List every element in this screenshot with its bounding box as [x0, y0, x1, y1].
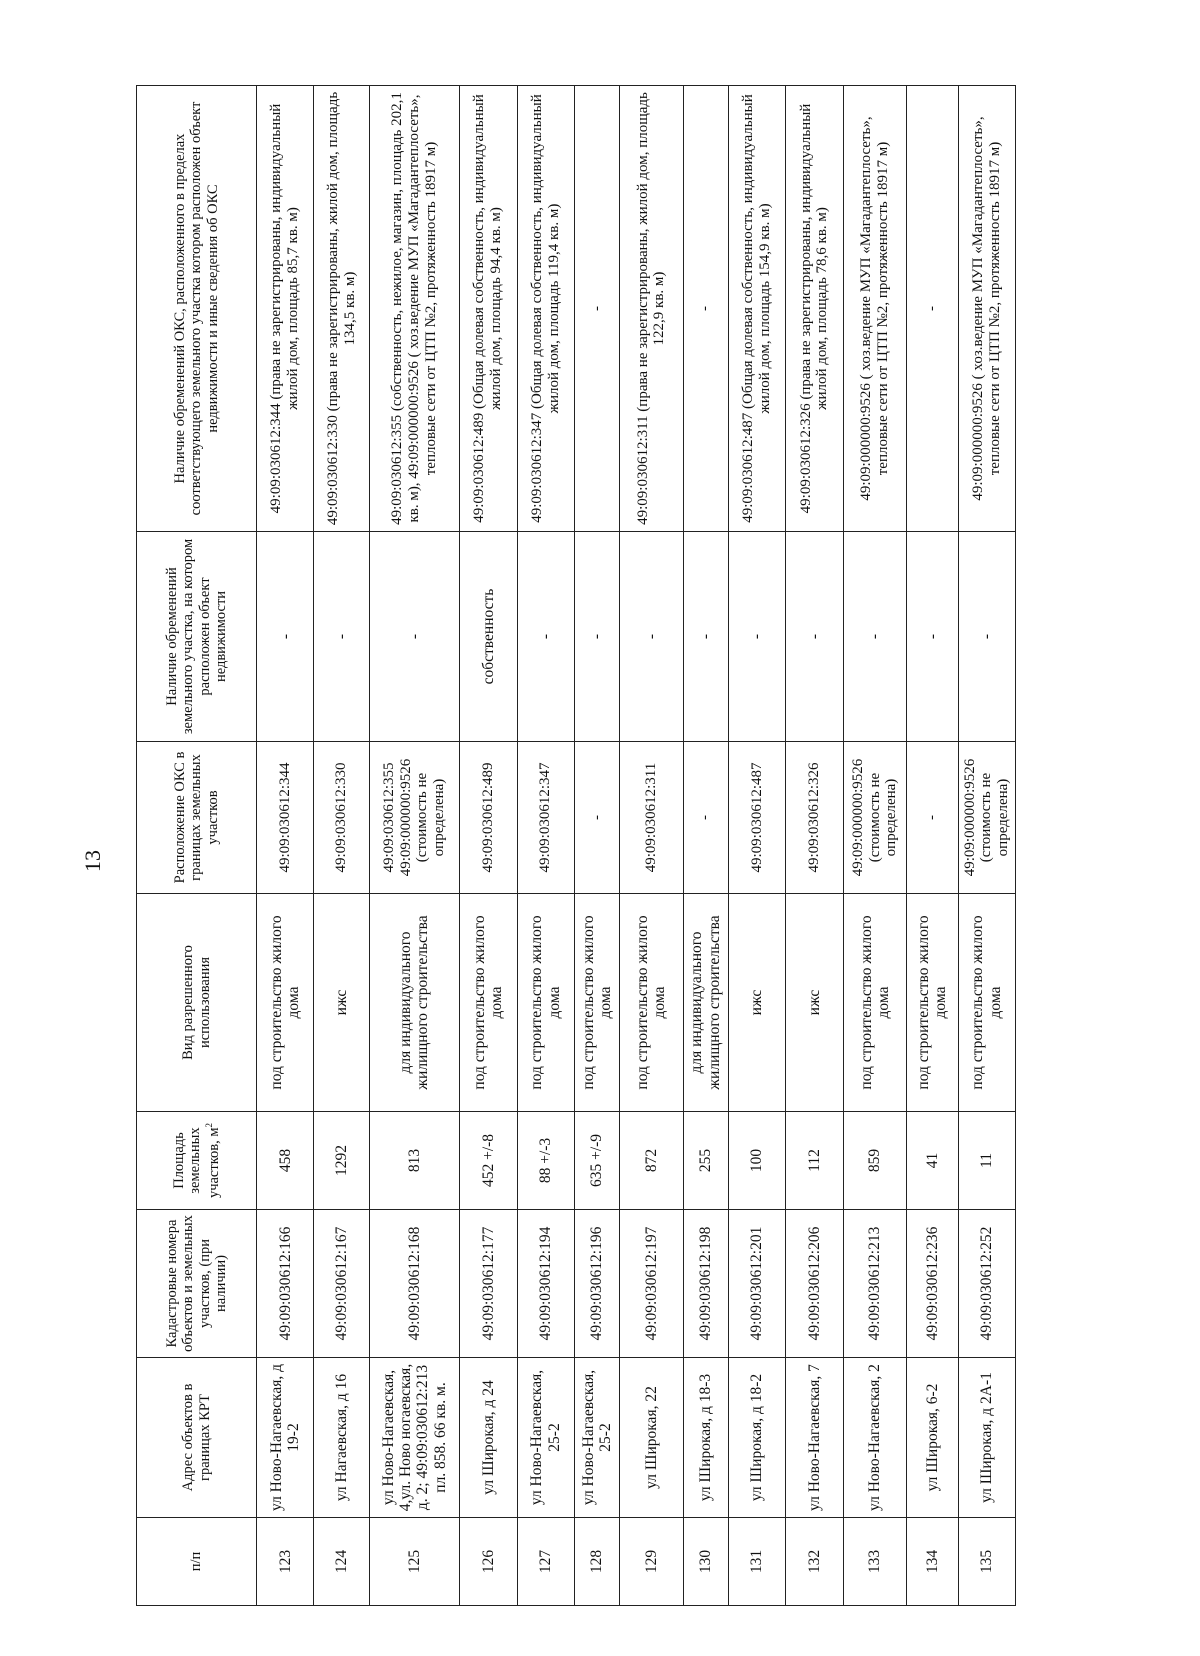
cell-cadastral: 49:09:030612:168: [369, 1210, 459, 1358]
table-row: [683, 86, 728, 1606]
cell-usage: для индивидуального жилищного строительства: [683, 894, 728, 1112]
cell-oks-encumbrance: 49:09:030612:330 (права не зарегистрированы, жилой дом, площадь 134,5 кв. м): [314, 86, 369, 532]
table-row: [460, 86, 517, 1606]
cell-cadastral: 49:09:030612:196: [574, 1210, 619, 1358]
cell-oks-location: -: [907, 742, 958, 894]
cell-oks-location: 49:09:030612:330: [314, 742, 369, 894]
cell-oks-location: 49:09:030612:355 49:09:000000:9526 (стоимость не определена): [369, 742, 459, 894]
header-land-encumbrance: Наличие обременений земельного участка, на котором расположен объект недвижимости: [137, 532, 257, 742]
cell-num: 128: [574, 1518, 619, 1606]
cell-land-encumbrance: -: [517, 532, 574, 742]
cell-cadastral: 49:09:030612:167: [314, 1210, 369, 1358]
header-area: [137, 1112, 257, 1210]
cell-oks-encumbrance: 49:09:030612:355 (собственность, нежилое, магазин, площадь 202,1 кв. м), 49:09:000000:9526 ( хоз.ведение МУП «Магадантеплосеть», тепловые сети от ЦТП №2, протяженность 18917 м): [369, 86, 459, 532]
cell-area: 859: [843, 1112, 907, 1210]
cell-land-encumbrance: -: [907, 532, 958, 742]
cell-address: ул Ново-Нагаевская, 25-2: [574, 1358, 619, 1518]
header-address: Адрес объектов в границах КРТ: [137, 1358, 257, 1518]
cell-oks-location: 49:09:000000:9526 (стоимость не определена): [843, 742, 907, 894]
cell-area: 100: [728, 1112, 785, 1210]
cell-cadastral: 49:09:030612:252: [958, 1210, 1016, 1358]
cell-oks-encumbrance: -: [574, 86, 619, 532]
cell-usage: под строительство жилого дома: [907, 894, 958, 1112]
cell-num: 132: [786, 1518, 843, 1606]
cell-area: 112: [786, 1112, 843, 1210]
cell-land-encumbrance: -: [958, 532, 1016, 742]
cell-area: 255: [683, 1112, 728, 1210]
cell-num: 131: [728, 1518, 785, 1606]
cell-usage: под строительство жилого дома: [517, 894, 574, 1112]
cell-usage: для индивидуального жилищного строительства: [369, 894, 459, 1112]
cell-area: 41: [907, 1112, 958, 1210]
cell-usage: ижс: [786, 894, 843, 1112]
cell-oks-location: -: [574, 742, 619, 894]
property-table: [136, 85, 1016, 1606]
cell-area: 813: [369, 1112, 459, 1210]
cell-usage: ижс: [314, 894, 369, 1112]
cell-cadastral: 49:09:030612:166: [257, 1210, 314, 1358]
header-oks-location: Расположение ОКС в границах земельных участков: [137, 742, 257, 894]
cell-address: ул Ново-Нагаевская, д 19-2: [257, 1358, 314, 1518]
cell-usage: под строительство жилого дома: [574, 894, 619, 1112]
cell-oks-location: 49:09:030612:344: [257, 742, 314, 894]
cell-cadastral: 49:09:030612:198: [683, 1210, 728, 1358]
cell-oks-encumbrance: 49:09:000000:9526 ( хоз.ведение МУП «Магадантеплосеть», тепловые сети от ЦТП №2, протяженность 18917 м): [958, 86, 1016, 532]
cell-usage: под строительство жилого дома: [958, 894, 1016, 1112]
cell-usage: под строительство жилого дома: [843, 894, 907, 1112]
cell-num: 123: [257, 1518, 314, 1606]
table-row: [314, 86, 369, 1606]
header-usage: Вид разрешенного использования: [137, 894, 257, 1112]
cell-area: 1292: [314, 1112, 369, 1210]
cell-usage: ижс: [728, 894, 785, 1112]
cell-address: ул Широкая, д 24: [460, 1358, 517, 1518]
cell-land-encumbrance: -: [257, 532, 314, 742]
cell-oks-encumbrance: 49:09:030612:326 (права не зарегистрированы, индивидуальный жилой дом, площадь 78,6 кв. м): [786, 86, 843, 532]
table-row: [517, 86, 574, 1606]
cell-oks-encumbrance: -: [907, 86, 958, 532]
cell-oks-location: -: [683, 742, 728, 894]
cell-land-encumbrance: -: [728, 532, 785, 742]
cell-oks-location: 49:09:030612:326: [786, 742, 843, 894]
cell-oks-location: 49:09:030612:311: [620, 742, 684, 894]
cell-num: 133: [843, 1518, 907, 1606]
cell-usage: под строительство жилого дома: [257, 894, 314, 1112]
cell-land-encumbrance: -: [683, 532, 728, 742]
table-row: [620, 86, 684, 1606]
table-row: [257, 86, 314, 1606]
cell-oks-encumbrance: 49:09:000000:9526 ( хоз.ведение МУП «Магадантеплосеть», тепловые сети от ЦТП №2, протяженность 18917 м): [843, 86, 907, 532]
cell-oks-encumbrance: 49:09:030612:344 (права не зарегистрированы, индивидуальный жилой дом, площадь 85,7 кв. м): [257, 86, 314, 532]
cell-num: 134: [907, 1518, 958, 1606]
cell-address: ул Ново-Нагаевская, 4,ул. Ново ногаевская, д. 2; 49:09:030612:213 пл. 858. 66 кв. м.: [369, 1358, 459, 1518]
cell-oks-encumbrance: 49:09:030612:311 (права не зарегистрированы, жилой дом, площадь 122,9 кв. м): [620, 86, 684, 532]
cell-num: 127: [517, 1518, 574, 1606]
table-row: [728, 86, 785, 1606]
cell-land-encumbrance: -: [369, 532, 459, 742]
cell-num: 124: [314, 1518, 369, 1606]
cell-cadastral: 49:09:030612:201: [728, 1210, 785, 1358]
cell-address: ул Нагаевская, д 16: [314, 1358, 369, 1518]
cell-area: 452 +/-8: [460, 1112, 517, 1210]
table-row: [786, 86, 843, 1606]
rotated-table-container: [136, 86, 1016, 1606]
table-row: [843, 86, 907, 1606]
cell-oks-encumbrance: 49:09:030612:347 (Общая долевая собственность, индивидуальный жилой дом, площадь 119,4 кв. м): [517, 86, 574, 532]
cell-num: 135: [958, 1518, 1016, 1606]
header-area-sup: 2: [203, 1122, 214, 1128]
cell-cadastral: 49:09:030612:213: [843, 1210, 907, 1358]
table-row: [958, 86, 1016, 1606]
table-row: [907, 86, 958, 1606]
cell-usage: под строительство жилого дома: [460, 894, 517, 1112]
cell-land-encumbrance: собственность: [460, 532, 517, 742]
cell-address: ул Ново-Нагаевская, 7: [786, 1358, 843, 1518]
cell-land-encumbrance: -: [786, 532, 843, 742]
cell-land-encumbrance: -: [574, 532, 619, 742]
cell-area: 458: [257, 1112, 314, 1210]
header-oks-encumbrance: Наличие обременений ОКС, расположенного в пределах соответствующего земельного участка котором расположен объект недвижимости и иные сведения об ОКС: [137, 86, 257, 532]
cell-oks-location: 49:09:030612:489: [460, 742, 517, 894]
cell-cadastral: 49:09:030612:236: [907, 1210, 958, 1358]
cell-area: 11: [958, 1112, 1016, 1210]
cell-area: 88 +/-3: [517, 1112, 574, 1210]
cell-address: ул Ново-Нагаевская, 25-2: [517, 1358, 574, 1518]
header-num: п/п: [137, 1518, 257, 1606]
header-area-label: Площадь земельных участков, м: [171, 1127, 222, 1199]
header-cadastral: Кадастровые номера объектов и земельных участков, (при наличии): [137, 1210, 257, 1358]
cell-cadastral: 49:09:030612:206: [786, 1210, 843, 1358]
cell-num: 125: [369, 1518, 459, 1606]
cell-cadastral: 49:09:030612:197: [620, 1210, 684, 1358]
cell-oks-location: 49:09:000000:9526 (стоимость не определена): [958, 742, 1016, 894]
cell-area: 635 +/-9: [574, 1112, 619, 1210]
cell-oks-encumbrance: 49:09:030612:487 (Общая долевая собственность, индивидуальный жилой дом, площадь 154,9 кв. м): [728, 86, 785, 532]
cell-cadastral: 49:09:030612:177: [460, 1210, 517, 1358]
cell-address: ул Широкая, д 18-3: [683, 1358, 728, 1518]
cell-address: ул Широкая, д 18-2: [728, 1358, 785, 1518]
cell-oks-encumbrance: -: [683, 86, 728, 532]
cell-land-encumbrance: -: [314, 532, 369, 742]
cell-num: 129: [620, 1518, 684, 1606]
cell-land-encumbrance: -: [620, 532, 684, 742]
cell-land-encumbrance: -: [843, 532, 907, 742]
cell-oks-location: 49:09:030612:347: [517, 742, 574, 894]
cell-area: 872: [620, 1112, 684, 1210]
cell-oks-location: 49:09:030612:487: [728, 742, 785, 894]
cell-address: ул Широкая, 6-2: [907, 1358, 958, 1518]
table-row: [369, 86, 459, 1606]
cell-address: ул Ново-Нагаевская, 2: [843, 1358, 907, 1518]
page-number: 13: [80, 850, 105, 872]
cell-oks-encumbrance: 49:09:030612:489 (Общая долевая собственность, индивидуальный жилой дом, площадь 94,4 кв. м): [460, 86, 517, 532]
cell-num: 126: [460, 1518, 517, 1606]
cell-cadastral: 49:09:030612:194: [517, 1210, 574, 1358]
cell-address: ул Широкая, 22: [620, 1358, 684, 1518]
cell-address: ул Широкая, д 2А-1: [958, 1358, 1016, 1518]
cell-num: 130: [683, 1518, 728, 1606]
table-header-row: [137, 86, 257, 1606]
cell-usage: под строительство жилого дома: [620, 894, 684, 1112]
table-row: [574, 86, 619, 1606]
